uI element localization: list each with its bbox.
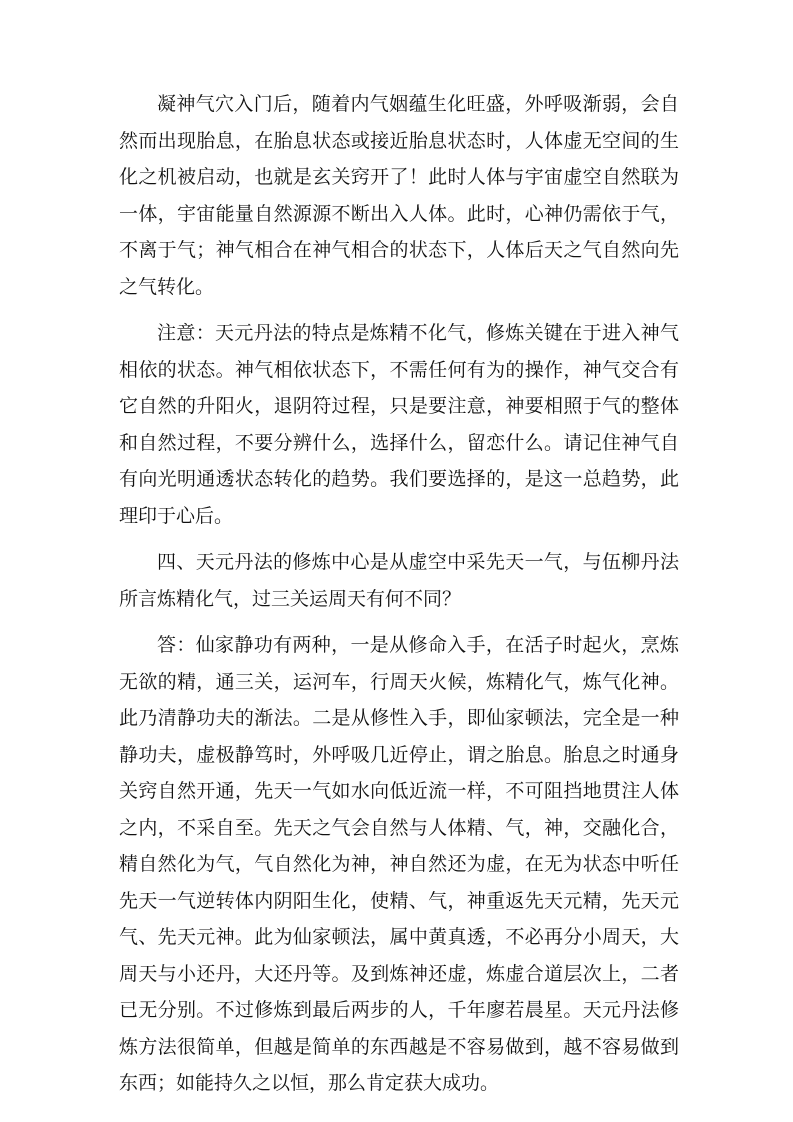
paragraph-note: 注意：天元丹法的特点是炼精不化气，修炼关键在于进入神气相依的状态。神气相依状态下，不需任何有为的操作，神气交合有它自然的升阳火，退阴符过程，只是要注意，神要相照于气的整体和自然过程，不要分辨什么，选择什么，留恋什么。请记住神气自有向光明通透状态转化的趋势。我们要选择的，是这一总趋势，此理印于心后。	[119, 322, 679, 527]
paragraph-taixi: 凝神气穴入门后，随着内气姻蕴生化旺盛，外呼吸渐弱，会自然而出现胎息，在胎息状态或接近胎息状态时，人体虚无空间的生化之机被启动，也就是玄关窍开了！此时人体与宇宙虚空自然联为一体，宇宙能量自然源源不断出入人体。此时，心神仍需依于气，不离于气；神气相合在神气相合的状态下，人体后天之气自然向先之气转化。	[119, 93, 679, 298]
paragraph-question: 四、天元丹法的修炼中心是从虚空中采先天一气，与伍柳丹法所言炼精化气，过三关运周天有何不同？	[119, 551, 679, 610]
document-body	[119, 86, 679, 1112]
paragraph-answer: 答：仙家静功有两种，一是从修命入手，在活子时起火，烹炼无欲的精，通三关，运河车，行周天火候，炼精化气，炼气化神。此乃清静功夫的渐法。二是从修性入手，即仙家顿法，完全是一种静功夫，虚极静笃时，外呼吸几近停止，谓之胎息。胎息之时通身关窍自然开通，先天一气如水向低近流一样，不可阻挡地贯注人体之内，不采自至。先天之气会自然与人体精、气，神，交融化合，精自然化为气，气自然化为神，神自然还为虚，在无为状态中听任先天一气逆转体内阴阳生化，使精、气，神重返先天元精，先天元气、先天元神。此为仙家顿法，属中黄真透，不必再分小周天，大周天与小还丹，大还丹等。及到炼神还虚，炼虚合道层次上，二者已无分别。不过修炼到最后两步的人，千年廖若晨星。天元丹法修炼方法很简单，但越是简单的东西越是不容易做到，越不容易做到东西；如能持久之以恒，那么肯定获大成功。	[119, 634, 679, 1094]
